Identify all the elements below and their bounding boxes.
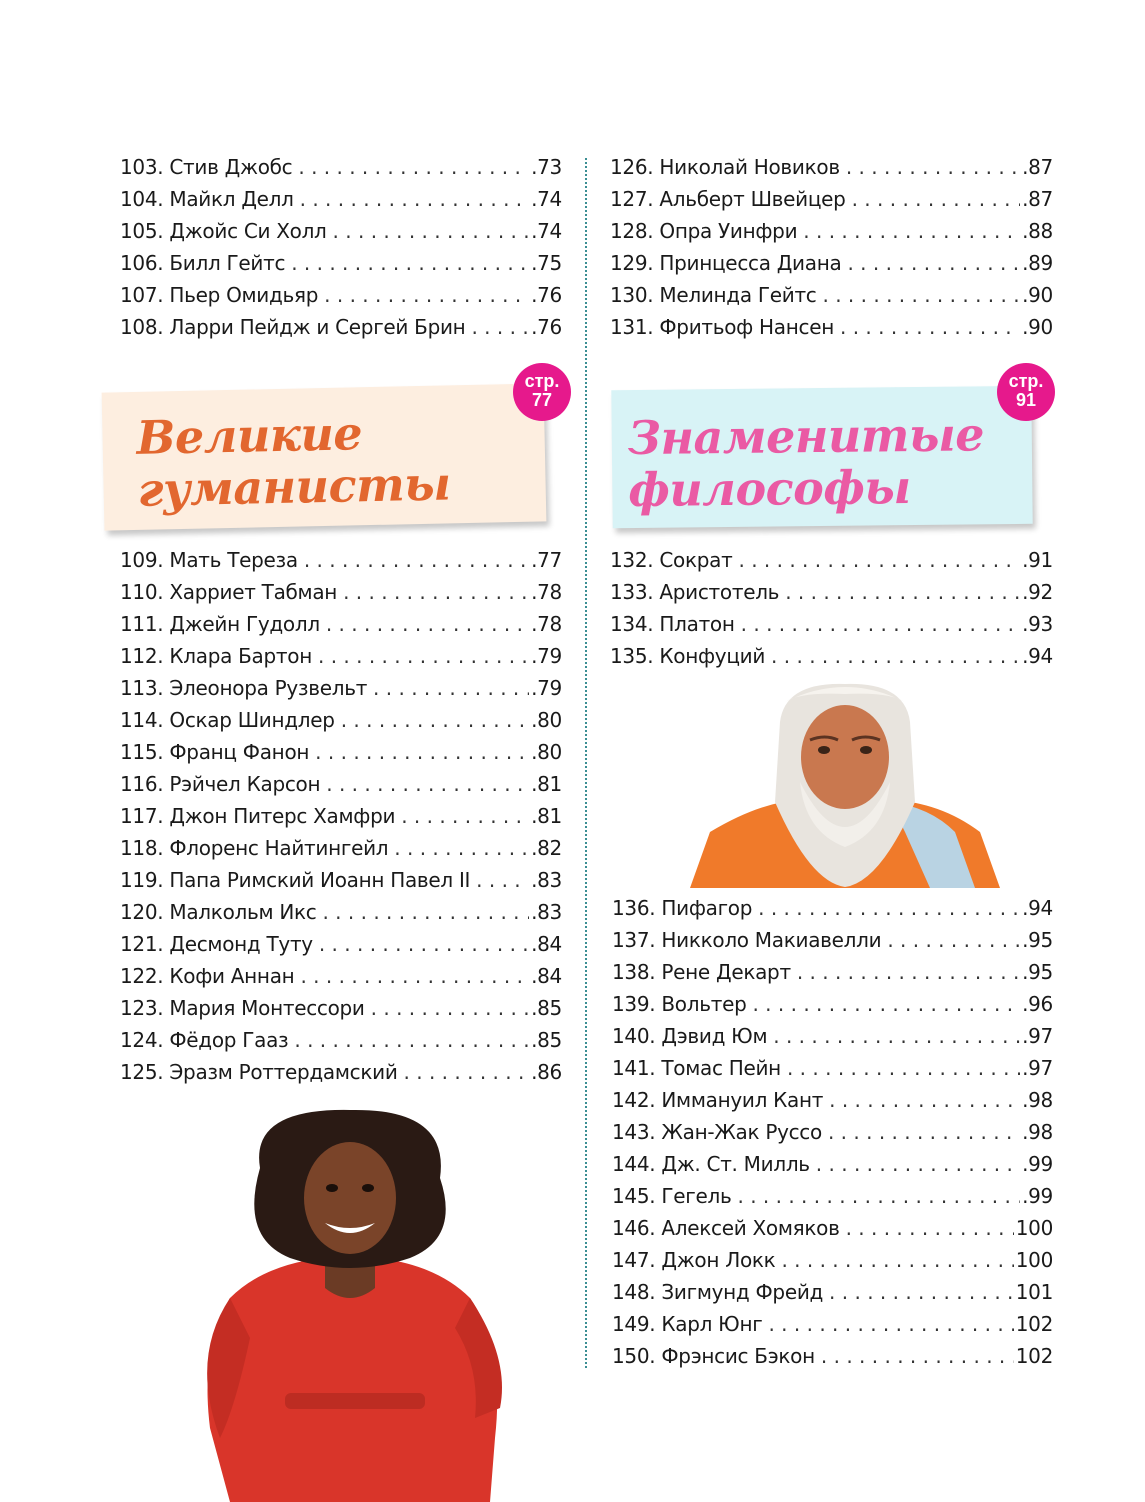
toc-entry-name: 114. Оскар Шиндлер bbox=[120, 708, 335, 732]
toc-entry-page: .90 bbox=[1022, 283, 1053, 307]
toc-entry-page: .82 bbox=[531, 836, 562, 860]
toc-entry bbox=[612, 896, 1053, 928]
dot-leader bbox=[341, 708, 529, 732]
toc-entry-page: .83 bbox=[531, 868, 562, 892]
toc-entry-name: 126. Николай Новиков bbox=[610, 155, 840, 179]
dot-leader bbox=[315, 740, 529, 764]
toc-entry bbox=[610, 251, 1053, 283]
toc-list-philosophers-bottom bbox=[612, 896, 1053, 1376]
toc-entry-name: 110. Харриет Табман bbox=[120, 580, 338, 604]
dot-leader bbox=[821, 1344, 1014, 1368]
dot-leader bbox=[394, 836, 529, 860]
toc-entry bbox=[120, 187, 562, 219]
toc-entry bbox=[612, 1280, 1053, 1312]
dot-leader bbox=[852, 187, 1021, 211]
toc-entry bbox=[120, 740, 562, 772]
toc-entry-name: 139. Вольтер bbox=[612, 992, 747, 1016]
dot-leader bbox=[300, 964, 529, 988]
dot-leader bbox=[829, 1088, 1020, 1112]
toc-entry bbox=[120, 964, 562, 996]
toc-entry-name: 115. Франц Фанон bbox=[120, 740, 310, 764]
toc-entry-name: 103. Стив Джобс bbox=[120, 155, 293, 179]
toc-entry-page: 100 bbox=[1015, 1248, 1053, 1272]
dot-leader bbox=[823, 283, 1021, 307]
toc-entry bbox=[612, 960, 1053, 992]
toc-entry-name: 146. Алексей Хомяков bbox=[612, 1216, 840, 1240]
toc-entry-page: .79 bbox=[531, 644, 562, 668]
toc-entry-page: .98 bbox=[1022, 1120, 1053, 1144]
toc-entry-name: 133. Аристотель bbox=[610, 580, 780, 604]
toc-entry bbox=[610, 548, 1053, 580]
toc-entry-name: 112. Клара Бартон bbox=[120, 644, 312, 668]
toc-entry bbox=[120, 315, 562, 347]
dot-leader bbox=[319, 932, 529, 956]
toc-list-right-top bbox=[610, 155, 1053, 347]
toc-entry-name: 131. Фритьоф Нансен bbox=[610, 315, 834, 339]
dot-leader bbox=[291, 251, 529, 275]
toc-entry-page: .80 bbox=[531, 708, 562, 732]
toc-entry-page: .80 bbox=[531, 740, 562, 764]
toc-entry-name: 132. Сократ bbox=[610, 548, 733, 572]
dot-leader bbox=[803, 219, 1020, 243]
toc-list-left-top bbox=[120, 155, 562, 347]
dot-leader bbox=[829, 1280, 1014, 1304]
toc-entry bbox=[120, 772, 562, 804]
column-divider bbox=[585, 158, 587, 1368]
dot-leader bbox=[333, 219, 530, 243]
dot-leader bbox=[471, 315, 529, 339]
toc-entry-name: 140. Дэвид Юм bbox=[612, 1024, 768, 1048]
dot-leader bbox=[476, 868, 529, 892]
toc-entry-name: 134. Платон bbox=[610, 612, 735, 636]
toc-entry-name: 105. Джойс Си Холл bbox=[120, 219, 327, 243]
dot-leader bbox=[846, 1216, 1014, 1240]
toc-entry bbox=[610, 283, 1053, 315]
toc-entry-page: .74 bbox=[531, 219, 562, 243]
toc-entry bbox=[610, 315, 1053, 347]
toc-entry bbox=[612, 1184, 1053, 1216]
toc-entry bbox=[120, 548, 562, 580]
dot-leader bbox=[326, 612, 529, 636]
toc-entry-name: 142. Иммануил Кант bbox=[612, 1088, 824, 1112]
toc-entry bbox=[612, 1216, 1053, 1248]
toc-entry-page: 102 bbox=[1015, 1344, 1053, 1368]
toc-entry bbox=[120, 219, 562, 251]
toc-entry-page: 100 bbox=[1015, 1216, 1053, 1240]
toc-entry-page: .86 bbox=[531, 1060, 562, 1084]
dot-leader bbox=[324, 283, 529, 307]
toc-entry bbox=[120, 580, 562, 612]
toc-entry-page: .97 bbox=[1022, 1024, 1053, 1048]
toc-entry-page: .77 bbox=[531, 548, 562, 572]
toc-entry-page: .81 bbox=[531, 772, 562, 796]
toc-entry-page: .73 bbox=[531, 155, 562, 179]
toc-entry-name: 145. Гегель bbox=[612, 1184, 732, 1208]
toc-entry-name: 130. Мелинда Гейтс bbox=[610, 283, 817, 307]
toc-entry-name: 119. Папа Римский Иоанн Павел II bbox=[120, 868, 471, 892]
toc-entry bbox=[610, 187, 1053, 219]
toc-entry bbox=[610, 580, 1053, 612]
dot-leader bbox=[343, 580, 529, 604]
toc-entry-page: .83 bbox=[531, 900, 562, 924]
toc-entry bbox=[612, 1088, 1053, 1120]
toc-entry-name: 127. Альберт Швейцер bbox=[610, 187, 846, 211]
toc-entry bbox=[610, 219, 1053, 251]
toc-entry-page: .99 bbox=[1022, 1184, 1053, 1208]
toc-entry-page: .87 bbox=[1022, 187, 1053, 211]
toc-entry-name: 104. Майкл Делл bbox=[120, 187, 294, 211]
toc-entry-name: 136. Пифагор bbox=[612, 896, 753, 920]
dot-leader bbox=[737, 1184, 1020, 1208]
toc-entry bbox=[612, 1312, 1053, 1344]
toc-entry-page: 101 bbox=[1015, 1280, 1053, 1304]
toc-entry bbox=[120, 932, 562, 964]
toc-entry-name: 121. Десмонд Туту bbox=[120, 932, 313, 956]
toc-entry bbox=[612, 992, 1053, 1024]
dot-leader bbox=[318, 644, 529, 668]
toc-entry-page: .94 bbox=[1022, 896, 1053, 920]
toc-entry-page: .90 bbox=[1022, 315, 1053, 339]
toc-entry-name: 109. Мать Тереза bbox=[120, 548, 298, 572]
dot-leader bbox=[738, 548, 1020, 572]
toc-entry-page: .99 bbox=[1022, 1152, 1053, 1176]
toc-entry-page: .85 bbox=[531, 1028, 562, 1052]
dot-leader bbox=[300, 187, 529, 211]
toc-entry-page: .95 bbox=[1022, 928, 1053, 952]
section-title-philosophers: Знаменитые философы bbox=[627, 407, 985, 518]
dot-leader bbox=[401, 804, 529, 828]
toc-entry-name: 143. Жан-Жак Руссо bbox=[612, 1120, 822, 1144]
toc-entry bbox=[610, 155, 1053, 187]
toc-entry-name: 107. Пьер Омидьяр bbox=[120, 283, 319, 307]
dot-leader bbox=[768, 1312, 1013, 1336]
section-banner-philosophers bbox=[611, 386, 1032, 528]
toc-entry-page: .91 bbox=[1022, 548, 1053, 572]
toc-entry-name: 124. Фёдор Гааз bbox=[120, 1028, 289, 1052]
dot-leader bbox=[758, 896, 1020, 920]
toc-entry bbox=[120, 868, 562, 900]
toc-entry-page: .78 bbox=[531, 580, 562, 604]
dot-leader bbox=[741, 612, 1020, 636]
toc-entry-name: 138. Рене Декарт bbox=[612, 960, 791, 984]
toc-entry bbox=[120, 251, 562, 283]
toc-entry-page: .76 bbox=[531, 315, 562, 339]
section-banner-humanists bbox=[102, 383, 547, 530]
dot-leader bbox=[771, 644, 1020, 668]
toc-entry-page: .95 bbox=[1022, 960, 1053, 984]
toc-entry bbox=[612, 928, 1053, 960]
toc-entry-name: 122. Кофи Аннан bbox=[120, 964, 295, 988]
toc-entry-page: .94 bbox=[1022, 644, 1053, 668]
section-title-humanists: Великие гуманисты bbox=[135, 406, 452, 517]
toc-entry-name: 144. Дж. Ст. Милль bbox=[612, 1152, 810, 1176]
toc-entry-name: 111. Джейн Гудолл bbox=[120, 612, 320, 636]
toc-entry bbox=[120, 836, 562, 868]
toc-entry-page: .84 bbox=[531, 932, 562, 956]
toc-entry bbox=[612, 1248, 1053, 1280]
toc-entry-page: .85 bbox=[531, 996, 562, 1020]
toc-entry-page: .81 bbox=[531, 804, 562, 828]
dot-leader bbox=[847, 251, 1020, 275]
dot-leader bbox=[404, 1060, 530, 1084]
toc-entry-page: .76 bbox=[531, 283, 562, 307]
toc-entry bbox=[120, 1060, 562, 1092]
dot-leader bbox=[371, 996, 529, 1020]
dot-leader bbox=[887, 928, 1020, 952]
toc-entry-name: 116. Рэйчел Карсон bbox=[120, 772, 321, 796]
toc-entry-name: 147. Джон Локк bbox=[612, 1248, 776, 1272]
toc-entry-page: .89 bbox=[1022, 251, 1053, 275]
toc-entry bbox=[612, 1152, 1053, 1184]
toc-entry-page: .96 bbox=[1022, 992, 1053, 1016]
toc-entry bbox=[120, 283, 562, 315]
toc-entry-name: 123. Мария Монтессори bbox=[120, 996, 365, 1020]
toc-entry-page: .75 bbox=[531, 251, 562, 275]
toc-entry-name: 150. Фрэнсис Бэкон bbox=[612, 1344, 815, 1368]
dot-leader bbox=[785, 580, 1020, 604]
toc-entry bbox=[610, 612, 1053, 644]
humanist-portrait-illustration bbox=[190, 1108, 510, 1502]
toc-entry bbox=[120, 155, 562, 187]
page-badge-humanists: стр. 77 bbox=[513, 363, 571, 421]
toc-list-philosophers-top bbox=[610, 548, 1053, 676]
dot-leader bbox=[294, 1028, 529, 1052]
toc-entry-page: .88 bbox=[1022, 219, 1053, 243]
toc-entry-name: 149. Карл Юнг bbox=[612, 1312, 763, 1336]
toc-entry-page: .84 bbox=[531, 964, 562, 988]
toc-entry bbox=[120, 644, 562, 676]
dot-leader bbox=[304, 548, 529, 572]
toc-entry bbox=[610, 644, 1053, 676]
toc-list-humanists bbox=[120, 548, 562, 1092]
toc-entry-page: .93 bbox=[1022, 612, 1053, 636]
toc-entry-page: .97 bbox=[1022, 1056, 1053, 1080]
dot-leader bbox=[752, 992, 1020, 1016]
toc-entry-name: 141. Томас Пейн bbox=[612, 1056, 781, 1080]
toc-entry-page: .87 bbox=[1022, 155, 1053, 179]
toc-entry bbox=[120, 996, 562, 1028]
toc-entry bbox=[120, 1028, 562, 1060]
page-badge-philosophers: стр. 91 bbox=[997, 363, 1055, 421]
toc-entry-name: 117. Джон Питерс Хамфри bbox=[120, 804, 396, 828]
toc-entry-name: 148. Зигмунд Фрейд bbox=[612, 1280, 824, 1304]
dot-leader bbox=[298, 155, 529, 179]
toc-entry bbox=[120, 612, 562, 644]
toc-entry-page: .78 bbox=[531, 612, 562, 636]
dot-leader bbox=[828, 1120, 1020, 1144]
dot-leader bbox=[326, 772, 529, 796]
toc-entry-page: .98 bbox=[1022, 1088, 1053, 1112]
toc-entry-page: .74 bbox=[531, 187, 562, 211]
toc-entry-name: 125. Эразм Роттердамский bbox=[120, 1060, 398, 1084]
toc-entry-name: 113. Элеонора Рузвельт bbox=[120, 676, 368, 700]
dot-leader bbox=[373, 676, 529, 700]
toc-entry-name: 108. Ларри Пейдж и Сергей Брин bbox=[120, 315, 466, 339]
toc-entry-name: 106. Билл Гейтс bbox=[120, 251, 286, 275]
toc-entry bbox=[612, 1056, 1053, 1088]
toc-entry-page: 102 bbox=[1015, 1312, 1053, 1336]
toc-entry bbox=[612, 1344, 1053, 1376]
toc-entry-name: 137. Никколо Макиавелли bbox=[612, 928, 882, 952]
toc-entry-name: 129. Принцесса Диана bbox=[610, 251, 842, 275]
toc-entry-page: .92 bbox=[1022, 580, 1053, 604]
toc-entry-name: 128. Опра Уинфри bbox=[610, 219, 798, 243]
dot-leader bbox=[773, 1024, 1020, 1048]
dot-leader bbox=[840, 315, 1020, 339]
toc-entry bbox=[120, 804, 562, 836]
dot-leader bbox=[797, 960, 1020, 984]
toc-entry bbox=[612, 1120, 1053, 1152]
toc-entry-page: .79 bbox=[531, 676, 562, 700]
dot-leader bbox=[846, 155, 1020, 179]
toc-entry bbox=[120, 708, 562, 740]
toc-entry-name: 120. Малкольм Икс bbox=[120, 900, 317, 924]
toc-entry bbox=[612, 1024, 1053, 1056]
dot-leader bbox=[781, 1248, 1013, 1272]
toc-entry-name: 135. Конфуций bbox=[610, 644, 766, 668]
toc-entry-name: 118. Флоренс Найтингейл bbox=[120, 836, 389, 860]
toc-entry bbox=[120, 900, 562, 932]
dot-leader bbox=[787, 1056, 1020, 1080]
toc-entry bbox=[120, 676, 562, 708]
dot-leader bbox=[322, 900, 529, 924]
dot-leader bbox=[816, 1152, 1020, 1176]
philosopher-portrait-illustration bbox=[690, 682, 1000, 888]
